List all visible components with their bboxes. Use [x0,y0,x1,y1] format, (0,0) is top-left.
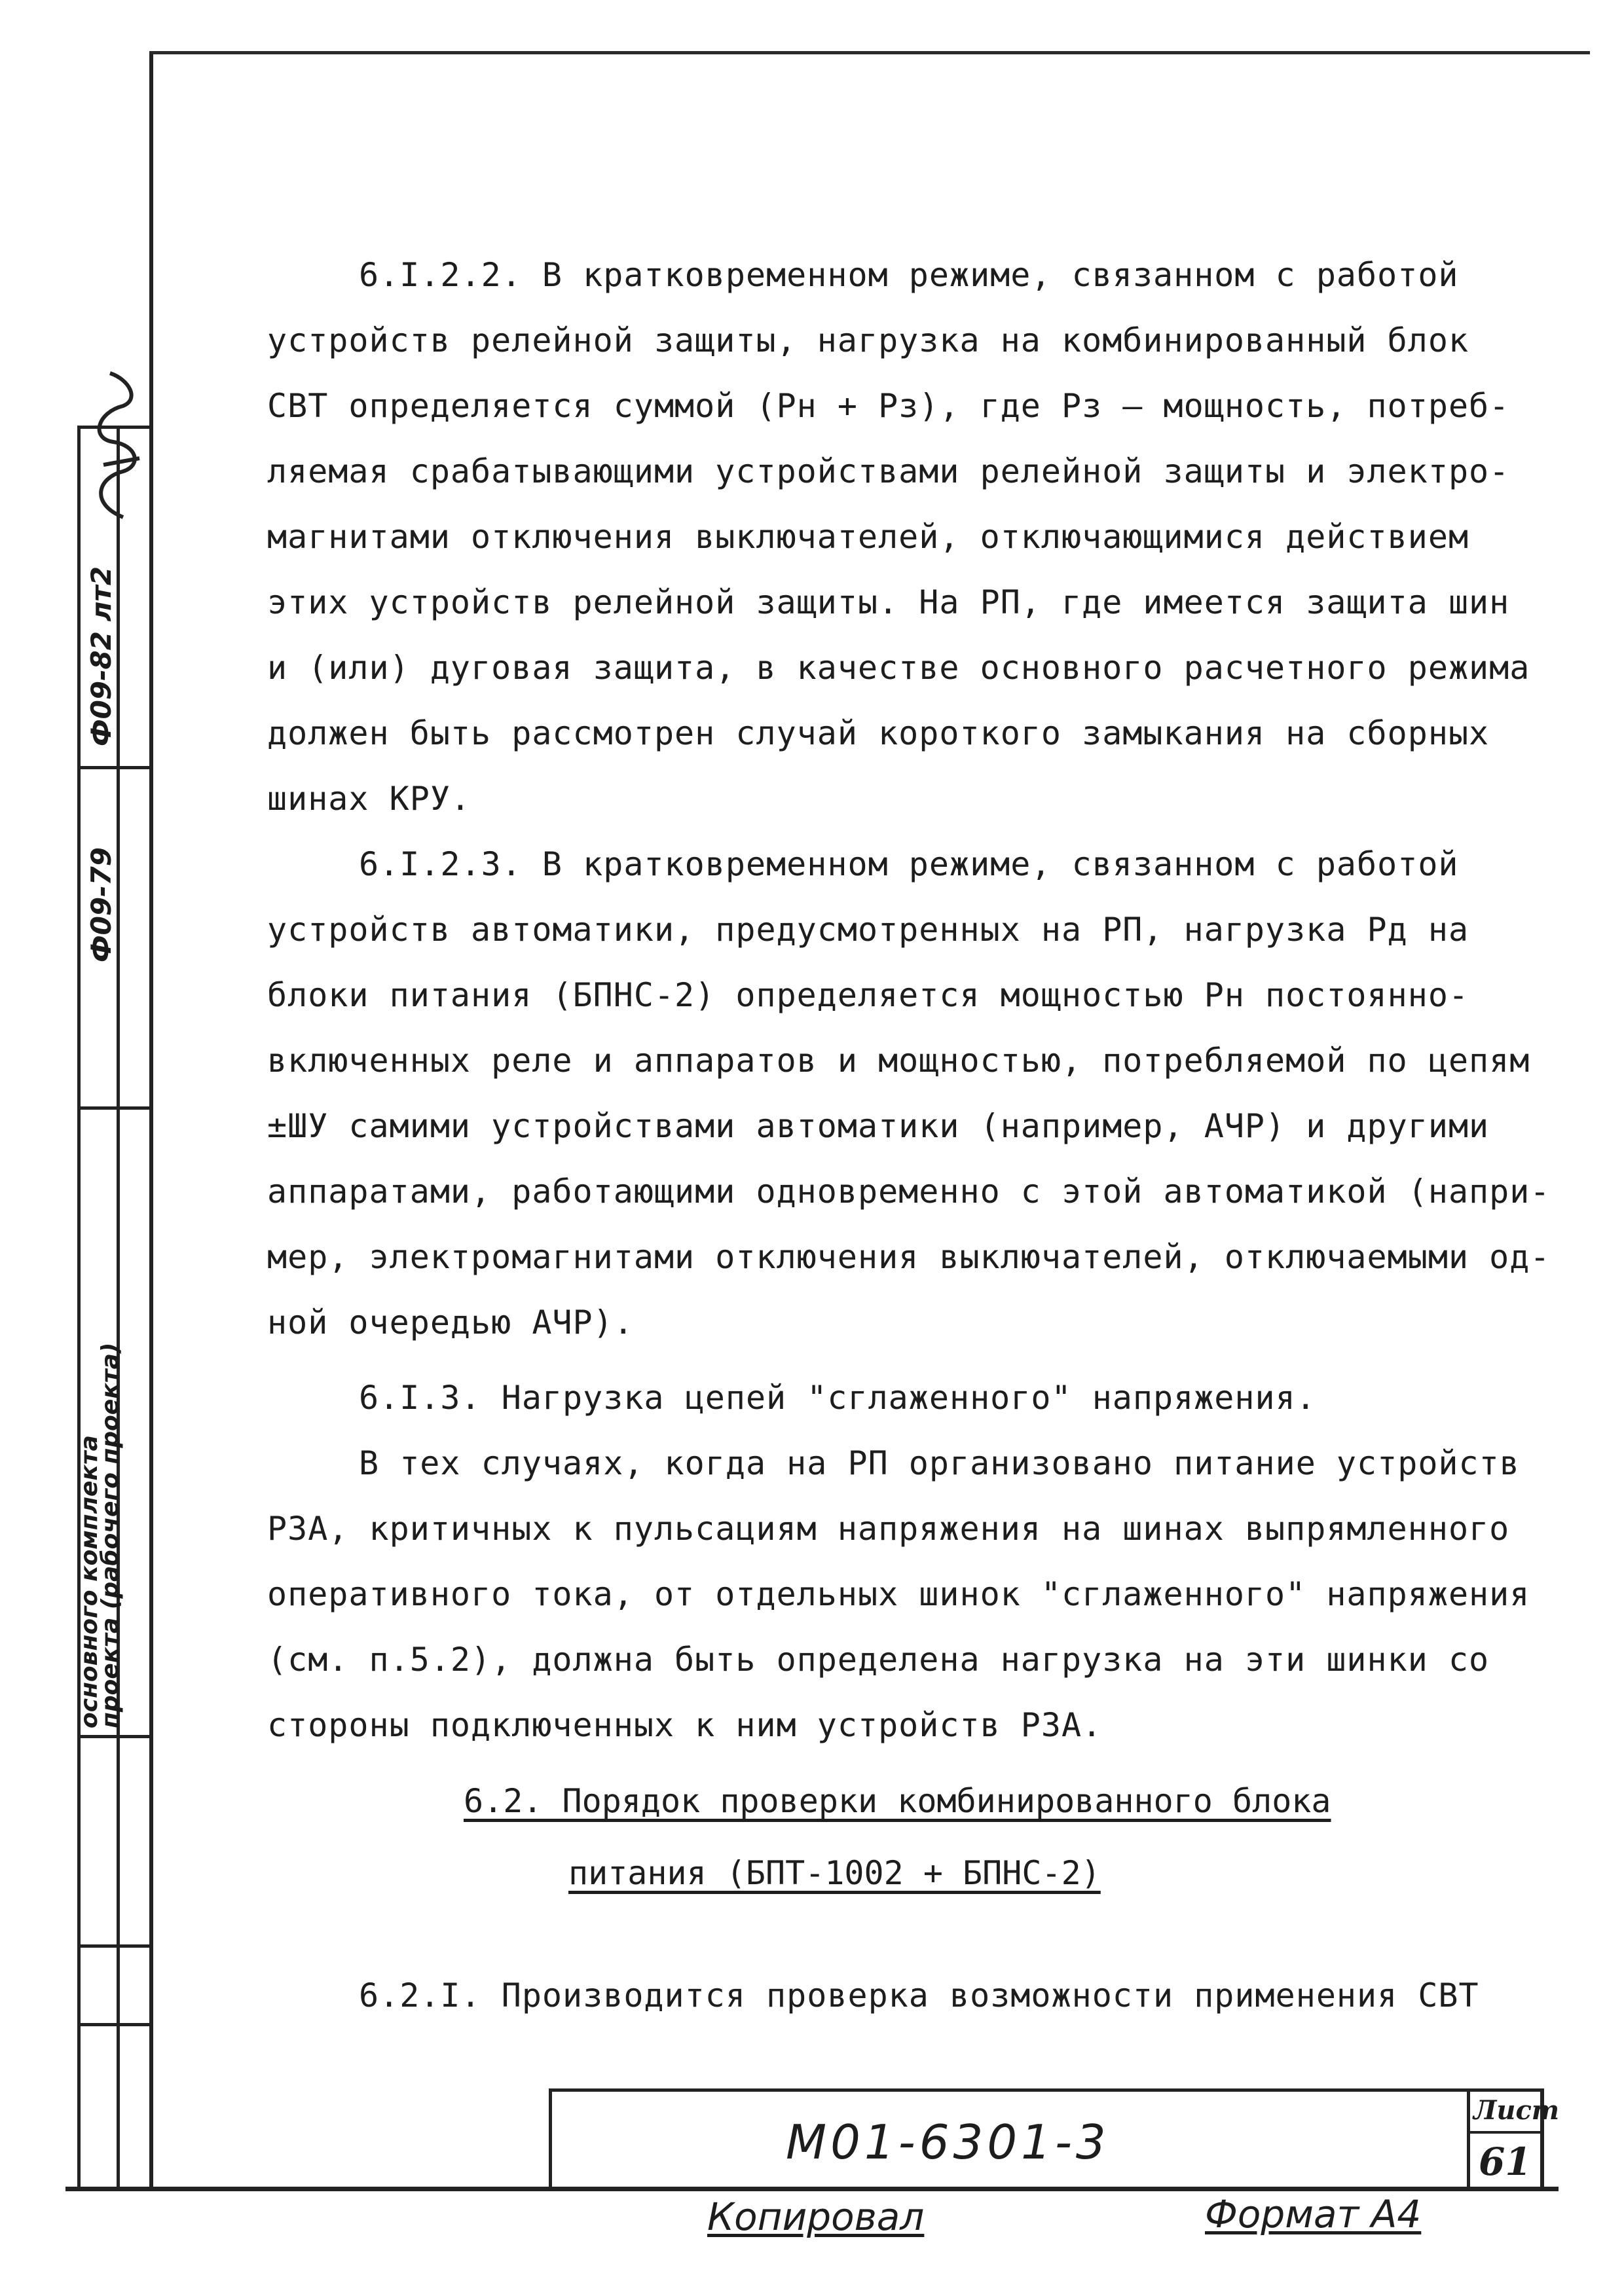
text-line: СВТ определяется суммой (Рн + Рз), где Рз – мощность, потреб- [267,387,1510,425]
strip-divider [77,1735,149,1738]
copied-by: Копировал [707,2195,925,2239]
text-line: стороны подключенных к ним устройств РЗА. [267,1706,1103,1744]
sheet-label: Лист [1473,2095,1560,2126]
paragraph-6-2-1 [267,1963,1498,2028]
text-line: устройств автоматики, предусмотренных на РП, нагрузка Рд на [267,911,1469,949]
paper-format: Формат А4 [1205,2192,1422,2236]
margin-stamp-strip [77,426,149,2187]
text-line: РЗА, критичных к пульсациям напряжения на шинах выпрямленного [267,1510,1510,1548]
title-block-left [549,2088,552,2188]
strip-divider [77,1944,149,1948]
strip-divider [77,2023,149,2026]
margin-label-2: проекта (рабочего проекта) [97,1342,124,1728]
text-line: ной очередью АЧР). [267,1303,634,1341]
text-line: магнитами отключения выключателей, отключающимися действием [267,518,1469,556]
text-line: и (или) дуговая защита, в качестве основного расчетного режима [267,649,1530,687]
section-title: 6.I.3. Нагрузка цепей "сглаженного" напряжения. [359,1379,1316,1417]
document-number: М01-6301-3 [786,2115,1110,2170]
frame-left-border [149,51,153,2187]
text-line: этих устройств релейной защиты. На РП, где имеется защита шин [267,583,1510,621]
strip-divider [77,1106,149,1110]
sheet-number: 61 [1479,2140,1532,2184]
text-line: устройств релейной защиты, нагрузка на комбинированный блок [267,321,1469,359]
text-line: В тех случаях, когда на РП организовано питание устройств [359,1444,1520,1482]
text-line: должен быть рассмотрен случай короткого замыкания на сборных [267,714,1490,752]
paragraph-6-1-2-2 [267,242,1530,831]
title-block-divider [1467,2088,1470,2188]
title-block-top [549,2088,1544,2092]
strip-divider [77,766,149,769]
text-line: ±ШУ самими устройствами автоматики (например, АЧР) и другими [267,1107,1490,1145]
text-line: 6.2.I. Производится проверка возможности применения СВТ [359,1977,1479,2014]
text-line: ляемая срабатывающими устройствами релейной защиты и электро- [267,452,1510,490]
frame-bottom-border [65,2187,1559,2191]
text-line: оперативного тока, от отдельных шинок "сглаженного" напряжения [267,1575,1530,1613]
text-line: мер, электромагнитами отключения выключателей, отключаемыми од- [267,1238,1551,1276]
text-line: 6.I.2.2. В кратковременном режиме, связанном с работой [359,256,1459,294]
frame-top-border [149,51,1590,54]
text-line: включенных реле и аппаратов и мощностью, потребляемой по цепям [267,1042,1530,1080]
margin-label-1: основного комплекта [76,1435,103,1728]
margin-ref-1: Ф09-82 лт2 [85,566,117,746]
section-heading-line-1: 6.2. Порядок проверки комбинированного блока [464,1782,1331,1820]
text-line: аппаратами, работающими одновременно с этой автоматикой (напри- [267,1173,1551,1211]
signature-mark [77,334,149,530]
text-line: 6.I.2.3. В кратковременном режиме, связанном с работой [359,845,1459,883]
strip-outer-line [77,426,81,2187]
text-line: шинах КРУ. [267,780,471,818]
title-block-sheet-divider [1467,2131,1542,2134]
paragraph-6-1-2-3 [267,831,1551,1355]
text-line: (см. п.5.2), должна быть определена нагрузка на эти шинки со [267,1641,1490,1679]
text-line: блоки питания (БПНС-2) определяется мощностью Рн постоянно- [267,976,1469,1014]
margin-ref-2: Ф09-79 [85,847,117,962]
paragraph-6-1-3 [267,1365,1530,1758]
section-heading-line-2: питания (БПТ-1002 + БПНС-2) [568,1854,1101,1892]
